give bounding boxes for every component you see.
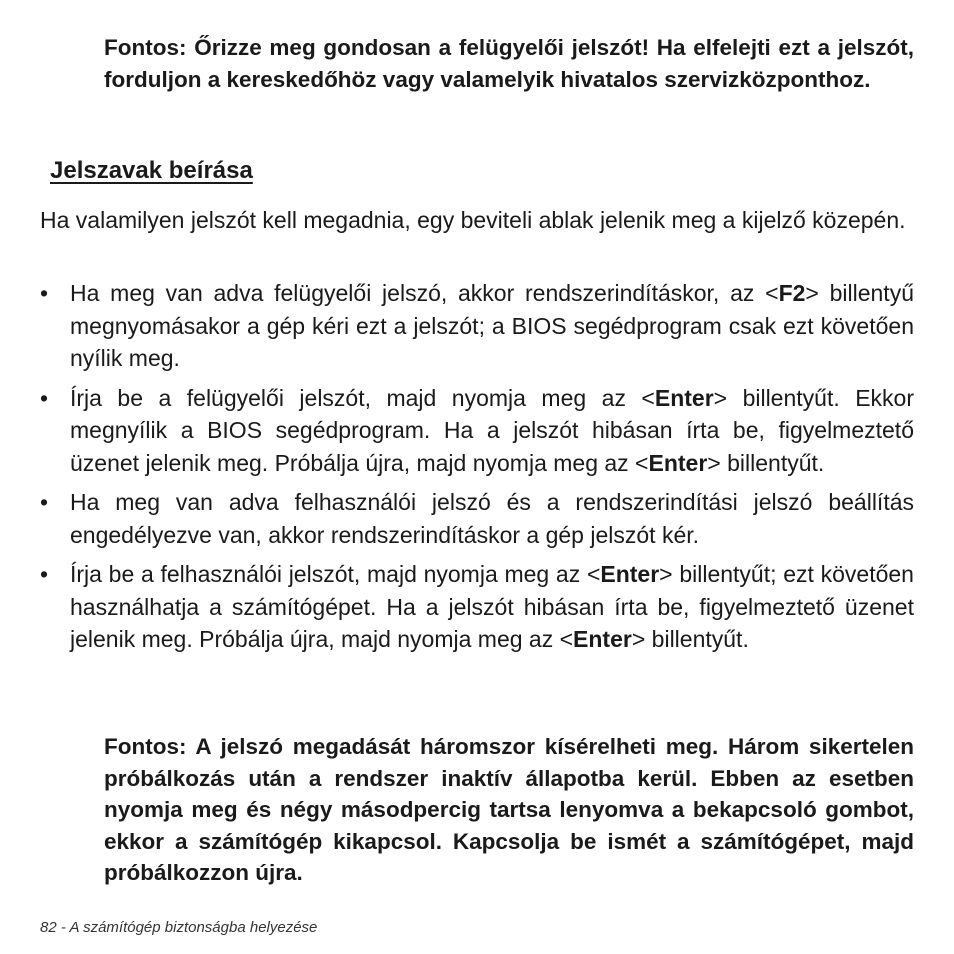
- bullet-marker: •: [40, 280, 49, 306]
- list-item: [40, 277, 914, 375]
- list-item: [40, 486, 914, 551]
- key-name: Enter: [654, 384, 714, 411]
- list-item-text: Írja be a felhasználói jelszót, majd nyomja meg az <Enter> billentyűt; ezt követően használhatja a számítógépet. Ha a jelszót hibásan írta be, figyelmeztető üzenet jelenik meg. Próbálja újra, majd nyomja meg az <Enter> billentyűt.: [70, 561, 914, 652]
- key-name: Enter: [600, 561, 660, 587]
- list-item-text: Ha meg van adva felhasználói jelszó és a rendszerindítási jelszó beállítás engedélyezve van, akkor rendszerindításkor a gép jelszót kér.: [70, 489, 914, 548]
- key-name: Enter: [573, 626, 632, 652]
- page-footer: 82 - A számítógép biztonságba helyezése: [40, 919, 318, 936]
- instruction-list: [40, 277, 914, 656]
- key-name: Enter: [648, 449, 708, 476]
- list-item: [40, 558, 914, 656]
- bullet-marker: •: [40, 561, 49, 587]
- bullet-marker: •: [40, 384, 49, 411]
- bullet-marker: •: [40, 489, 49, 515]
- intro-paragraph: Ha valamilyen jelszót kell megadnia, egy beviteli ablak jelenik meg a kijelző közepén.: [40, 207, 906, 233]
- important-note-supervisor-password: Fontos: Őrizze meg gondosan a felügyelői jelszót! Ha elfelejti ezt a jelszót, forduljon a kereskedőhöz vagy valamelyik hivatalos szervizközponthoz.: [104, 35, 914, 92]
- section-heading: Jelszavak beírása: [50, 157, 253, 184]
- list-item-text: Írja be a felügyelői jelszót, majd nyomja meg az <Enter> billentyűt. Ekkor megnyílik a BIOS segédprogram. Ha a jelszót hibásan írta be, figyelmeztető üzenet jelenik meg. Próbálja újra, majd nyomja meg az <Enter> billentyűt.: [70, 384, 915, 476]
- important-note-password-attempts: Fontos: A jelszó megadását háromszor kísérelheti meg. Három sikertelen próbálkozás után a rendszer inaktív állapotba kerül. Ebben az esetben nyomja meg és négy másodpercig tartsa lenyomva a bekapcsoló gombot, ekkor a számítógép kikapcsol. Kapcsolja be ismét a számítógépet, majd próbálkozzon újra.: [104, 734, 914, 886]
- key-name: F2: [778, 280, 806, 306]
- list-item-text: Ha meg van adva felügyelői jelszó, akkor rendszerindításkor, az <F2> billentyű megnyomásakor a gép kéri ezt a jelszót; a BIOS segédprogram csak ezt követően nyílik meg.: [70, 280, 914, 371]
- list-item: [40, 382, 914, 480]
